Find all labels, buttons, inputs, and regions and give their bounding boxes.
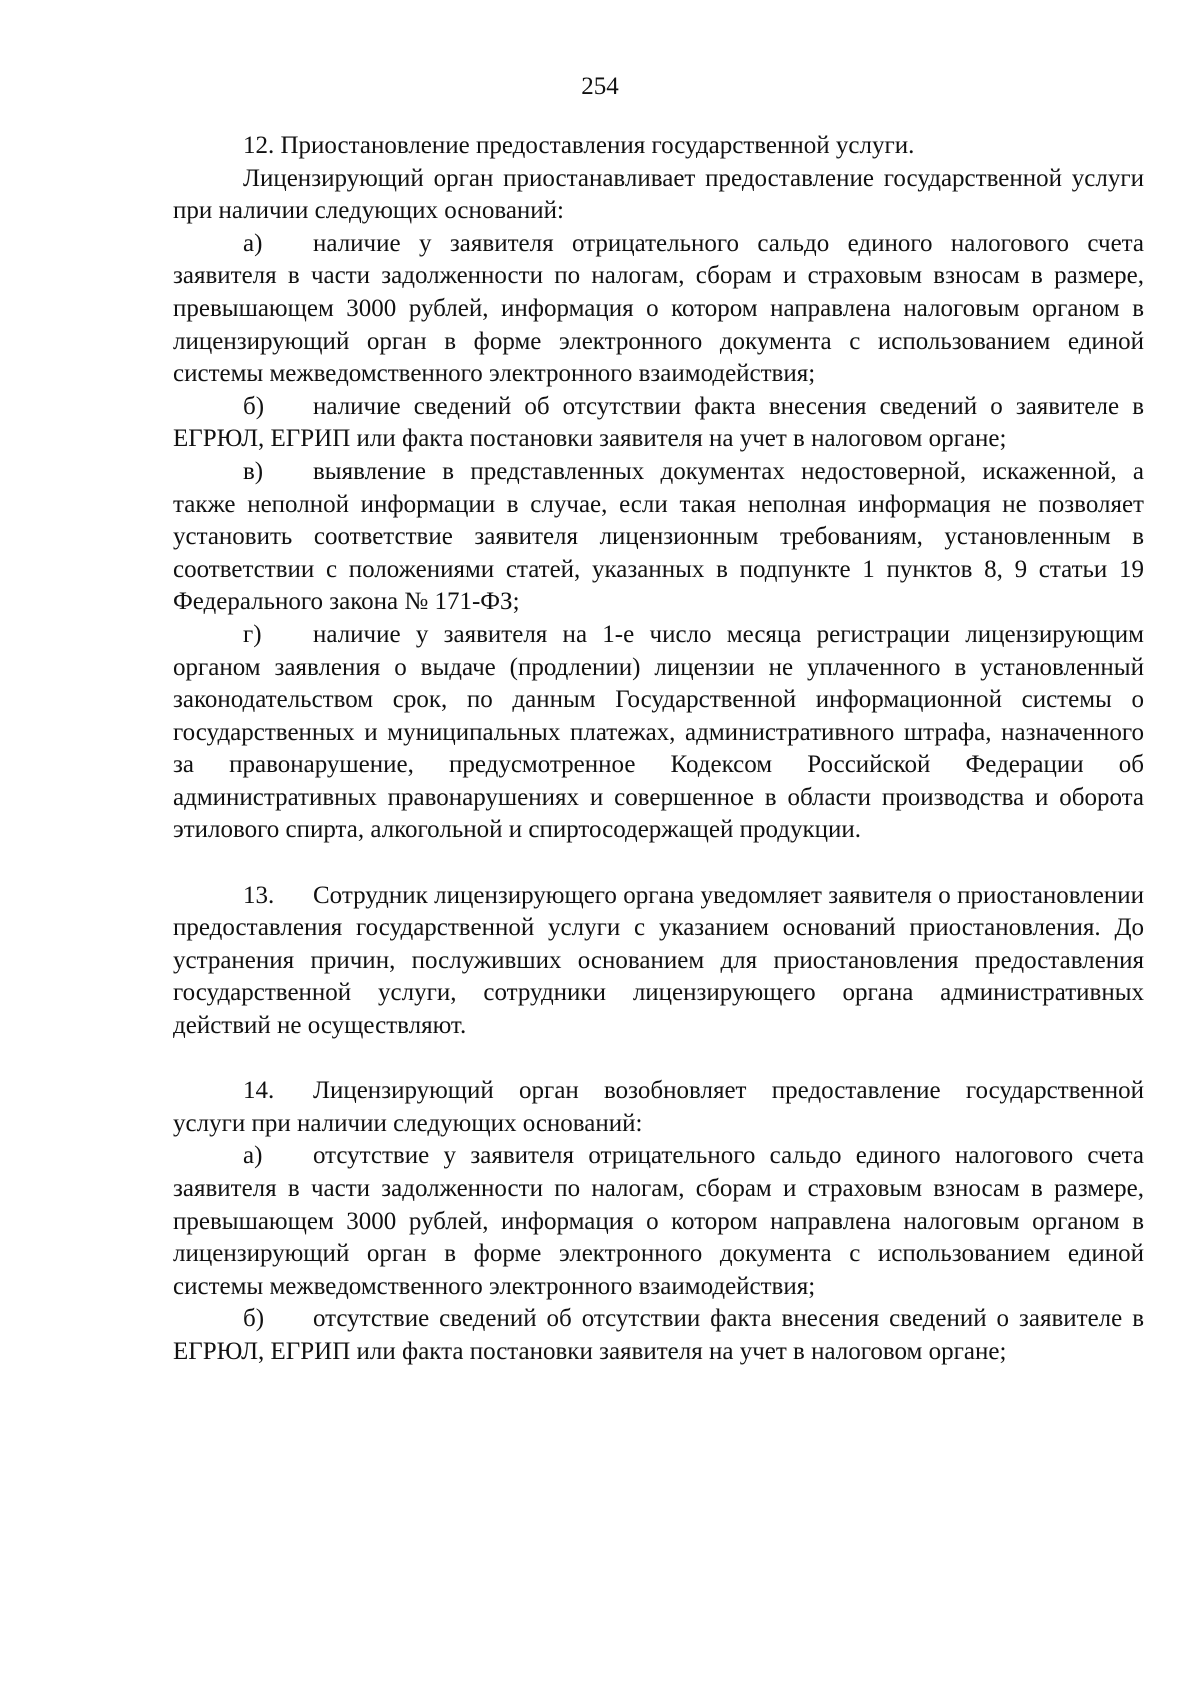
list-item-label: б) xyxy=(243,1305,265,1333)
list-item xyxy=(173,391,1144,456)
list-item xyxy=(173,228,1144,391)
paragraph xyxy=(173,1075,1144,1140)
paragraph-number: 14. xyxy=(243,1077,275,1105)
paragraph-text: Сотрудник лицензирующего органа уведомляет заявителя о приостановлении предоставления государственной услуги с указанием оснований приостановления. До устранения причин, послуживших основанием для приостановления предоставления государственной услуги, сотрудники лицензирующего органа административных действий не осуществляют. xyxy=(173,881,1144,1040)
list-item-label: а) xyxy=(243,1142,263,1170)
section-heading: 12. Приостановление предоставления государственной услуги. xyxy=(243,132,915,159)
list-item-text: наличие сведений об отсутствии факта внесения сведений о заявителе в ЕГРЮЛ, ЕГРИП или факта постановки заявителя на учет в налоговом органе; xyxy=(173,392,1144,453)
document-body xyxy=(173,130,1144,1369)
list-item-text: наличие у заявителя отрицательного сальдо единого налогового счета заявителя в части задолженности по налогам, сборам и страховым взносам в размере, превышающем 3000 рублей, информация о котором направлена налоговым органом в лицензирующий орган в форме электронного документа с использованием единой системы межведомственного электронного взаимодействия; xyxy=(173,229,1144,388)
list-item-text: отсутствие у заявителя отрицательного сальдо единого налогового счета заявителя в части задолженности по налогам, сборам и страховым взносам в размере, превышающем 3000 рублей, информация о котором направлена налоговым органом в лицензирующий орган в форме электронного документа с использованием единой системы межведомственного электронного взаимодействия; xyxy=(173,1142,1144,1300)
list-item xyxy=(173,619,1144,847)
page-number: 254 xyxy=(581,73,619,100)
section-12 xyxy=(173,130,1144,847)
paragraph: Лицензирующий орган приостанавливает предоставление государственной услуги при наличии следующих оснований: xyxy=(173,164,1144,225)
paragraph-number: 13. xyxy=(243,881,275,909)
paragraph-text: Лицензирующий орган возобновляет предоставление государственной услуги при наличии следующих оснований: xyxy=(173,1077,1144,1137)
list-item-label: б) xyxy=(243,392,265,420)
list-item xyxy=(173,1303,1144,1368)
list-item xyxy=(173,1140,1144,1303)
list-item-label: г) xyxy=(243,620,262,648)
list-item-text: выявление в представленных документах недостоверной, искаженной, а также неполной информации в случае, если такая неполная информация не позволяет установить соответствие заявителя лицензионным требованиям, установленным в соответствии с положениями статей, указанных в подпункте 1 пунктов 8, 9 статьи 19 Федерального закона № 171-ФЗ; xyxy=(173,457,1144,616)
list-item-text: отсутствие сведений об отсутствии факта внесения сведений о заявителе в ЕГРЮЛ, ЕГРИП или факта постановки заявителя на учет в налоговом органе; xyxy=(173,1305,1144,1365)
section-14 xyxy=(173,1075,1144,1368)
list-item-label: а) xyxy=(243,229,263,257)
list-item xyxy=(173,456,1144,619)
list-item-label: в) xyxy=(243,457,264,485)
paragraph xyxy=(173,880,1144,1043)
list-item-text: наличие у заявителя на 1-е число месяца регистрации лицензирующим органом заявления о выдаче (продлении) лицензии не уплаченного в установленный законодательством срок, по данным Государственной информационной системы о государственных и муниципальных платежах, административного штрафа, назначенного за правонарушение, предусмотренное Кодексом Российской Федерации об административных правонарушениях и совершенное в области производства и оборота этилового спирта, алкогольной и спиртосодержащей продукции. xyxy=(173,620,1144,844)
section-13 xyxy=(173,880,1144,1043)
